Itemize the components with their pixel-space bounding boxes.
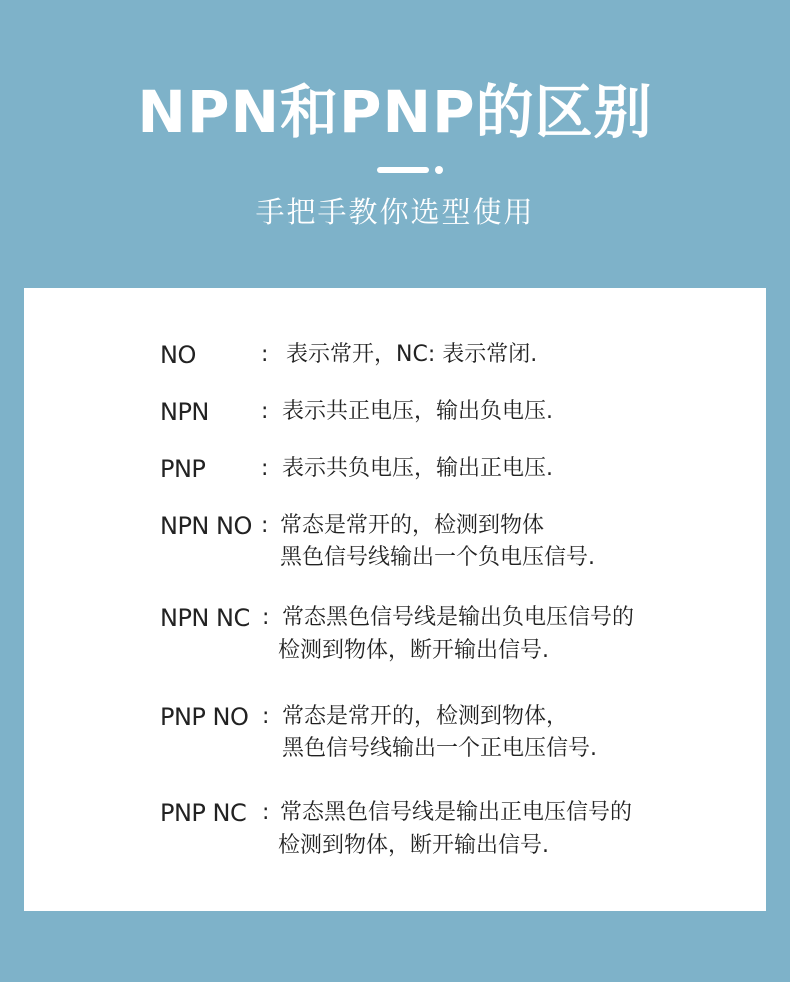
definition-text-line-2: 黑色信号线输出一个正电压信号. [282,736,597,761]
definition-text-line-2: 黑色信号线输出一个负电压信号. [280,545,595,570]
definitions-card [24,288,766,911]
title-divider [377,166,443,174]
definition-colon: : [262,704,270,729]
definition-term: NPN [160,398,209,426]
definition-term: NPN NC [160,604,250,632]
definition-text: 表示常开，NC: 表示常闭. [286,342,538,367]
definition-text-line-2: 检测到物体，断开输出信号. [278,833,549,858]
definition-colon: : [262,800,270,825]
definition-text-line-2: 检测到物体，断开输出信号. [278,638,549,663]
definition-text: 表示共负电压，输出正电压. [282,456,553,481]
definition-term: PNP [160,455,206,483]
definition-colon: : [262,605,270,630]
divider-bar [377,167,429,173]
divider-dot [435,166,443,174]
definition-term: NPN NO [160,512,252,540]
definition-colon: : [261,342,269,367]
page-subtitle: 手把手教你选型使用 [255,195,535,229]
definition-colon: : [261,456,269,481]
page-title: NPN和PNP的区别 [137,78,653,146]
definition-text: 表示共正电压，输出负电压. [282,399,553,424]
definition-text-line-1: 常态是常开的，检测到物体 [280,513,545,538]
definition-term: NO [160,341,196,369]
definition-colon: : [261,399,269,424]
definition-text-line-1: 常态黑色信号线是输出负电压信号的 [282,605,635,630]
definition-text-line-1: 常态是常开的，检测到物体， [282,704,569,729]
definition-term: PNP NO [160,703,249,731]
definition-colon: : [261,513,269,538]
definition-term: PNP NC [160,799,247,827]
definition-text-line-1: 常态黑色信号线是输出正电压信号的 [280,800,633,825]
